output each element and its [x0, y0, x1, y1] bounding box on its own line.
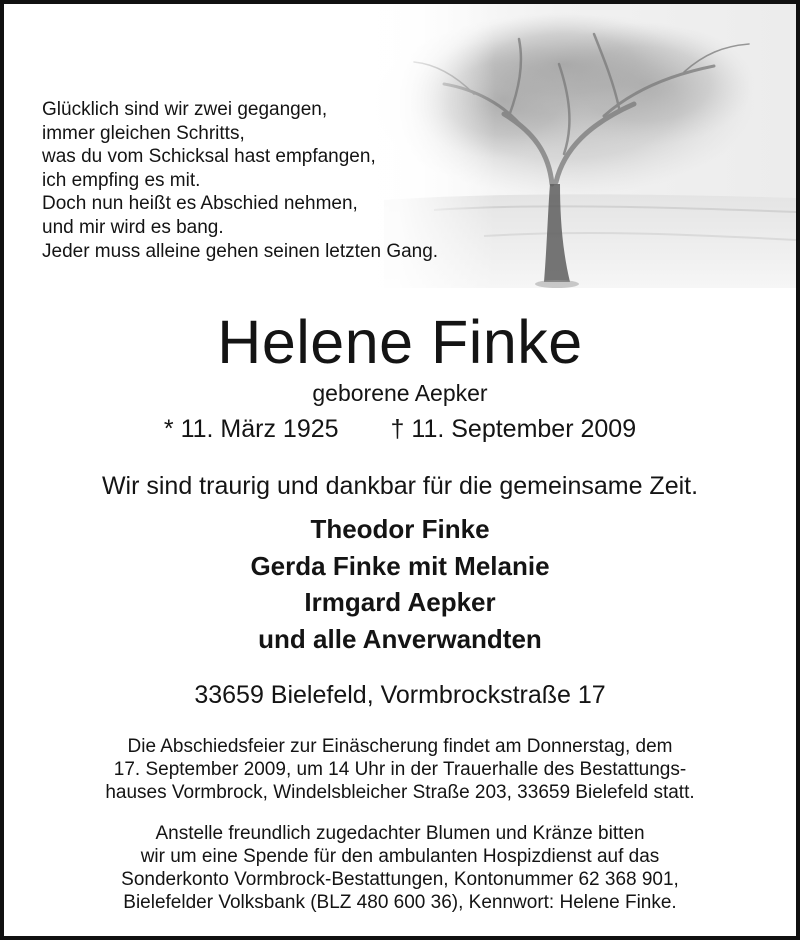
- donation-line: Bielefelder Volksbank (BLZ 480 600 36), Kennwort: Helene Finke.: [123, 892, 677, 913]
- donation-line: Sonderkonto Vormbrock-Bestattungen, Kontonummer 62 368 901,: [121, 869, 679, 890]
- ceremony-info: [4, 735, 796, 804]
- mourner-name: Gerda Finke mit Melanie: [250, 550, 550, 581]
- poem-line: Doch nun heißt es Abschied nehmen,: [42, 193, 358, 215]
- thanks-line: Wir sind traurig und dankbar für die gemeinsame Zeit.: [101, 472, 699, 500]
- mourner-name: Irmgard Aepker: [304, 587, 496, 617]
- donation-info: [4, 822, 796, 914]
- birth-date: * 11. März 1925: [163, 415, 339, 443]
- poem-line: ich empfing es mit.: [42, 169, 201, 191]
- poem-line: und mir wird es bang.: [42, 216, 224, 238]
- poem-line: Jeder muss alleine gehen seinen letzten Gang.: [42, 240, 439, 262]
- deceased-name: Helene Finke: [217, 308, 583, 376]
- ceremony-line: Die Abschiedsfeier zur Einäscherung findet am Donnerstag, dem: [127, 736, 673, 757]
- death-date: † 11. September 2009: [390, 415, 637, 443]
- ceremony-line: 17. September 2009, um 14 Uhr in der Trauerhalle des Bestattungs-: [113, 759, 687, 780]
- ceremony-line: hauses Vormbrock, Windelsbleicher Straße 203, 33659 Bielefeld statt.: [105, 782, 695, 803]
- family-address: 33659 Bielefeld, Vormbrockstraße 17: [194, 681, 606, 709]
- poem-line: was du vom Schicksal hast empfangen,: [42, 146, 376, 168]
- poem-line: Glücklich sind wir zwei gegangen,: [42, 99, 328, 120]
- mourner-name: und alle Anverwandten: [258, 623, 542, 654]
- poem: [42, 98, 542, 263]
- donation-line: wir um eine Spende für den ambulanten Hospizdienst auf das: [140, 846, 660, 867]
- maiden-name: geborene Aepker: [312, 380, 488, 406]
- poem-line: immer gleichen Schritts,: [42, 122, 245, 144]
- mourners-list: [4, 511, 796, 657]
- mourner-name: Theodor Finke: [310, 514, 490, 544]
- life-dates: [4, 412, 796, 446]
- donation-line: Anstelle freundlich zugedachter Blumen und Kränze bitten: [155, 823, 645, 844]
